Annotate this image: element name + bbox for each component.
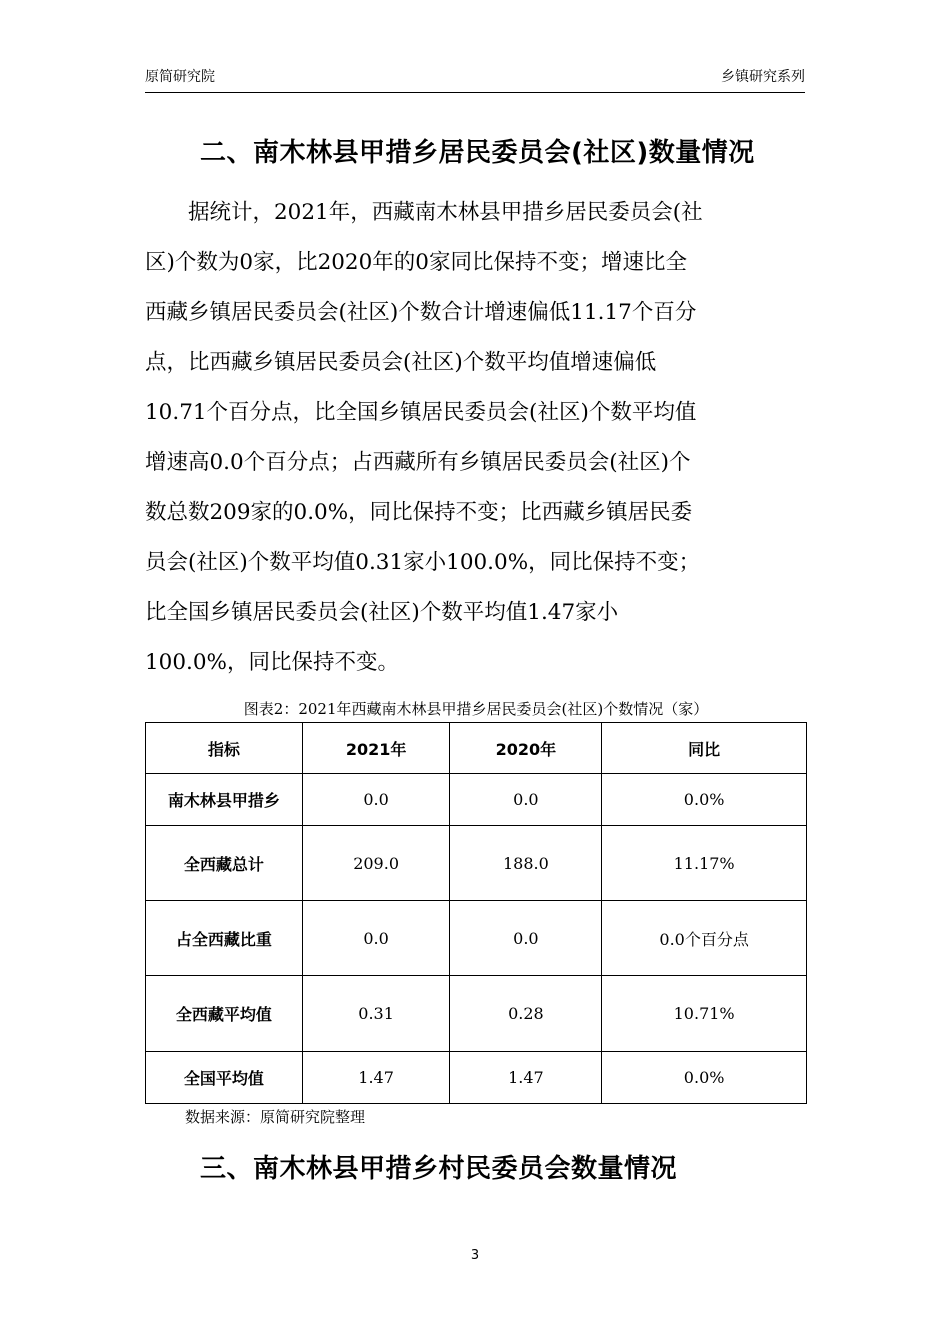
table-cell: 11.17% xyxy=(602,826,807,901)
row-label: 占全西藏比重 xyxy=(146,901,303,976)
section-3-title: 三、南木林县甲措乡村民委员会数量情况 xyxy=(200,1154,678,1184)
table-cell: 0.0% xyxy=(602,1052,807,1104)
paragraph-line: 区)个数为0家，比2020年的0家同比保持不变；增速比全 xyxy=(145,250,687,275)
paragraph-line: 增速高0.0个百分点；占西藏所有乡镇居民委员会(社区)个 xyxy=(145,450,691,475)
table-header-row xyxy=(146,723,807,774)
table-cell: 0.28 xyxy=(450,976,602,1052)
table-row xyxy=(146,774,807,826)
table-cell: 1.47 xyxy=(302,1052,450,1104)
column-header: 2021年 xyxy=(302,723,450,774)
header-right-text: 乡镇研究系列 xyxy=(721,69,805,85)
table-cell: 0.31 xyxy=(302,976,450,1052)
page-header xyxy=(145,62,805,93)
table-source-note: 数据来源：原简研究院整理 xyxy=(185,1108,366,1126)
row-label: 南木林县甲措乡 xyxy=(146,774,303,826)
table-row xyxy=(146,976,807,1052)
paragraph-line: 点，比西藏乡镇居民委员会(社区)个数平均值增速偏低 xyxy=(145,350,657,375)
table-cell: 188.0 xyxy=(450,826,602,901)
column-header: 2020年 xyxy=(450,723,602,774)
table-cell: 10.71% xyxy=(602,976,807,1052)
table-cell: 1.47 xyxy=(450,1052,602,1104)
table-cell: 0.0 xyxy=(450,901,602,976)
column-header: 指标 xyxy=(146,723,303,774)
row-label: 全西藏平均值 xyxy=(146,976,303,1052)
body-paragraph xyxy=(145,188,807,688)
section-2-title: 二、南木林县甲措乡居民委员会(社区)数量情况 xyxy=(200,138,755,168)
paragraph-line: 员会(社区)个数平均值0.31家小100.0%，同比保持不变； xyxy=(145,550,701,575)
table-caption: 图表2：2021年西藏南木林县甲措乡居民委员会(社区)个数情况（家） xyxy=(243,700,709,718)
page-number: 3 xyxy=(470,1248,480,1263)
table-row xyxy=(146,826,807,901)
column-header: 同比 xyxy=(602,723,807,774)
paragraph-line: 100.0%，同比保持不变。 xyxy=(145,650,399,675)
table-cell: 0.0% xyxy=(602,774,807,826)
paragraph-line: 比全国乡镇居民委员会(社区)个数平均值1.47家小 xyxy=(145,600,619,625)
table-cell: 0.0 xyxy=(302,774,450,826)
table-cell: 0.0个百分点 xyxy=(602,901,807,976)
paragraph-line: 据统计，2021年，西藏南木林县甲措乡居民委员会(社 xyxy=(145,200,703,225)
paragraph-line: 10.71个百分点，比全国乡镇居民委员会(社区)个数平均值 xyxy=(145,400,697,425)
table-cell: 209.0 xyxy=(302,826,450,901)
paragraph-line: 数总数209家的0.0%，同比保持不变；比西藏乡镇居民委 xyxy=(145,500,693,525)
data-table xyxy=(145,722,807,1104)
row-label: 全国平均值 xyxy=(146,1052,303,1104)
table-row xyxy=(146,1052,807,1104)
header-left-text: 原简研究院 xyxy=(145,69,215,85)
table-cell: 0.0 xyxy=(302,901,450,976)
table-row xyxy=(146,901,807,976)
row-label: 全西藏总计 xyxy=(146,826,303,901)
table-cell: 0.0 xyxy=(450,774,602,826)
paragraph-line: 西藏乡镇居民委员会(社区)个数合计增速偏低11.17个百分 xyxy=(145,300,697,325)
